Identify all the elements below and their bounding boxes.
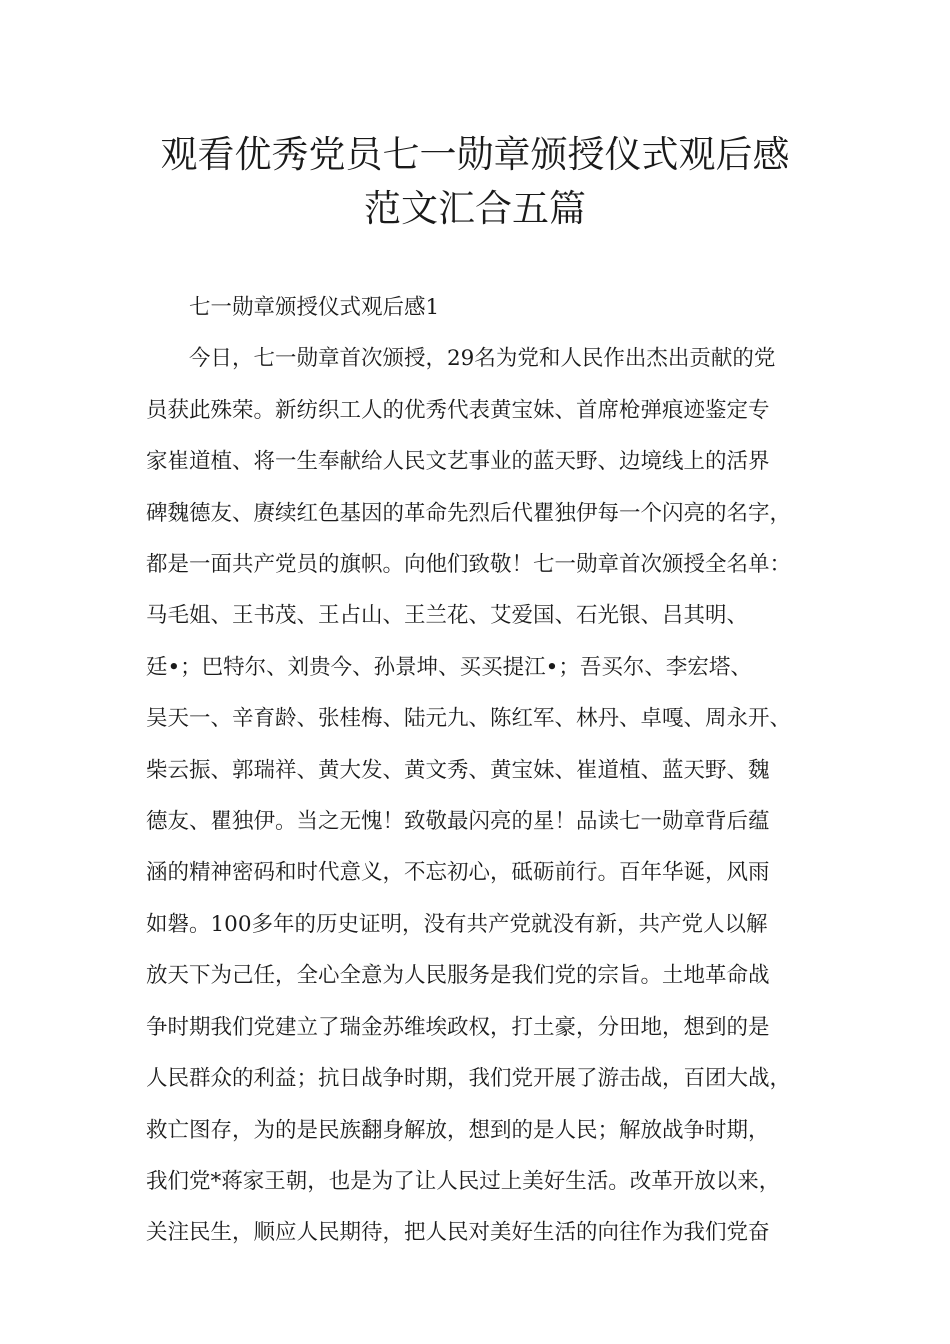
paragraph-line: 救亡图存，为的是民族翻身解放，想到的是人民；解放战争时期， bbox=[146, 1117, 770, 1143]
document-title-line-2: 范文汇合五篇 bbox=[364, 187, 586, 230]
paragraph-line: 员获此殊荣。新纺织工人的优秀代表黄宝妹、首席枪弹痕迹鉴定专 bbox=[146, 397, 770, 423]
paragraph-line: 马毛姐、王书茂、王占山、王兰花、艾爱国、石光银、吕其明、 bbox=[146, 603, 749, 629]
paragraph-line: 如磐。100多年的历史证明，没有共产党就没有新，共产党人以解 bbox=[146, 911, 768, 937]
document-title-line-1: 观看优秀党员七一勋章颁授仪式观后感 bbox=[160, 133, 790, 176]
paragraph-line: 今日，七一勋章首次颁授，29名为党和人民作出杰出贡献的党 bbox=[189, 346, 776, 372]
paragraph-line: 人民群众的利益；抗日战争时期，我们党开展了游击战，百团大战， bbox=[146, 1066, 792, 1092]
paragraph-line: 关注民生，顺应人民期待，把人民对美好生活的向往作为我们党奋 bbox=[146, 1220, 770, 1246]
paragraph-line: 吴天一、辛育龄、张桂梅、陆元九、陈红军、林丹、卓嘎、周永开、 bbox=[146, 706, 792, 732]
paragraph-line: 涵的精神密码和时代意义，不忘初心，砥砺前行。百年华诞，风雨 bbox=[146, 860, 770, 886]
paragraph-line: 德友、瞿独伊。当之无愧！致敬最闪亮的星！品读七一勋章背后蕴 bbox=[146, 809, 770, 835]
paragraph-line: 都是一面共产党员的旗帜。向他们致敬！七一勋章首次颁授全名单： bbox=[146, 552, 792, 578]
paragraph-line: 放天下为己任，全心全意为人民服务是我们党的宗旨。土地革命战 bbox=[146, 963, 770, 989]
paragraph-line: 家崔道植、将一生奉献给人民文艺事业的蓝天野、边境线上的活界 bbox=[146, 449, 770, 475]
body-paragraph bbox=[146, 333, 822, 1258]
paragraph-line: 廷•；巴特尔、刘贵今、孙景坤、买买提江•；吾买尔、李宏塔、 bbox=[146, 654, 752, 680]
document-body bbox=[146, 282, 822, 1259]
paragraph-line: 柴云振、郭瑞祥、黄大发、黄文秀、黄宝妹、崔道植、蓝天野、魏 bbox=[146, 757, 770, 783]
paragraph-line: 碑魏德友、赓续红色基因的革命先烈后代瞿独伊每一个闪亮的名字， bbox=[146, 500, 792, 526]
section-heading: 七一勋章颁授仪式观后感1 bbox=[189, 295, 440, 320]
paragraph-line: 我们党*蒋家王朝，也是为了让人民过上美好生活。改革开放以来， bbox=[146, 1168, 781, 1194]
paragraph-line: 争时期我们党建立了瑞金苏维埃政权，打土豪，分田地，想到的是 bbox=[146, 1014, 770, 1040]
